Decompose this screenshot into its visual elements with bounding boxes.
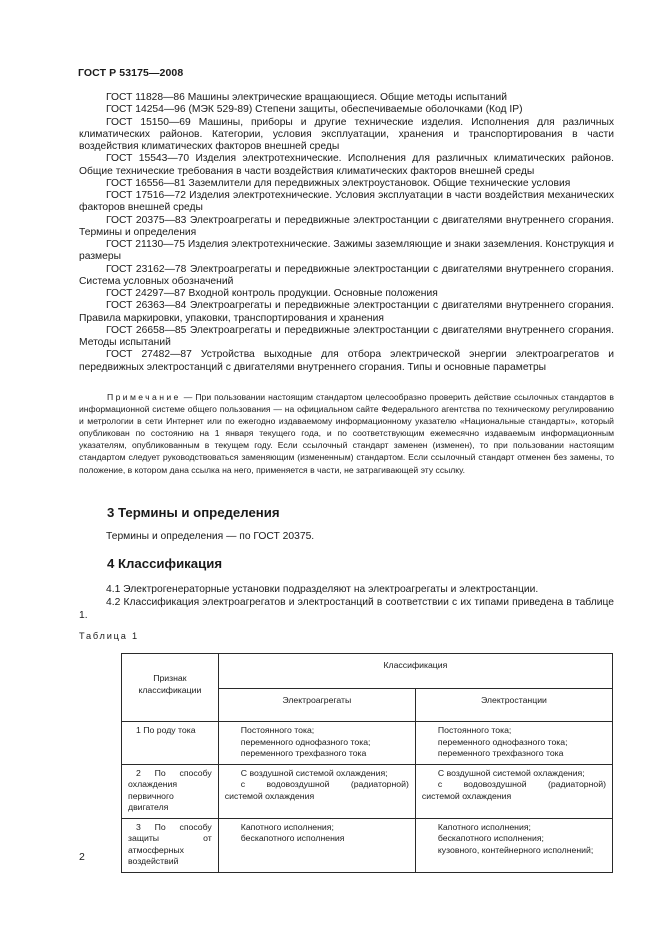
row-feature-cell [122, 764, 219, 818]
aggregates-value: Капотного исполнения; [240, 821, 334, 832]
table-row [122, 764, 613, 818]
stations-cell [415, 722, 612, 765]
stations-value: бескапотного исполнения; [437, 833, 544, 843]
reference-item: ГОСТ 23162—78 Электроагрегаты и передвижные электростанции с двигателями внутреннего сгорания. Система условных обозначений [79, 263, 614, 287]
stations-value: переменного однофазного тока; [437, 736, 568, 747]
normative-references [79, 92, 614, 374]
header-classification: Классификация [218, 654, 612, 689]
aggregates-cell [218, 764, 415, 818]
table-caption: Таблица 1 [79, 631, 139, 641]
note-text: — При пользовании настоящим стандартом целесообразно проверить действие ссылочных стандартов в информационной системе общего пользования — на официальном сайте Федерального агентства по техническому регулированию и метрологии в сети Интернет или по ежегодно издаваемому информационному указателю «Национальные стандарты», который опубликован по состоянию на 1 января текущего года, и по соответствующим ежемесячно издаваемым информационным указателям, опубликованным в текущем году. Если ссылочный стандарт заменен (изменен), то при пользовании настоящим стандартом следует руководствоваться заменяющим (измененным) стандартом. Если ссылочный стандарт отменен без замены, то положение, в котором дана ссылка на него, применяется в части, не затрагивающей эту ссылку. [79, 392, 614, 475]
reference-item: ГОСТ 24297—87 Входной контроль продукции. Основные положения [106, 288, 438, 299]
stations-value: Постоянного тока; [437, 725, 512, 735]
aggregates-value: С воздушной системой охлаждения; [240, 767, 388, 778]
reference-item: ГОСТ 21130—75 Изделия электротехнические. Зажимы заземляющие и знаки заземления. Конструкция и размеры [79, 239, 614, 263]
aggregates-value: переменного трехфазного тока [240, 748, 367, 758]
row-feature-cell [122, 818, 219, 872]
stations-cell [415, 818, 612, 872]
table-row [122, 818, 613, 872]
reference-item: ГОСТ 11828—86 Машины электрические вращающиеся. Общие методы испытаний [106, 92, 507, 103]
reference-item: ГОСТ 15150—69 Машины, приборы и другие технические изделия. Исполнения для различных климатических районов. Категории, условия эксплуатации, хранения и транспортирования в части воздействия климатических факторов внешней среды [79, 116, 614, 152]
row-feature-cell [122, 722, 219, 765]
aggregates-cell [218, 818, 415, 872]
row-feature: 3 По способу защиты от атмосферных воздействий [128, 821, 212, 866]
stations-values [416, 722, 612, 764]
reference-item: ГОСТ 27482—87 Устройства выходные для отбора электрической энергии электроагрегатов и передвижных электростанций с двигателями внутреннего сгорания. Типы и основные параметры [79, 349, 614, 373]
classification-table [121, 653, 613, 873]
section-4-body [79, 584, 614, 622]
aggregates-cell [218, 722, 415, 765]
reference-item: ГОСТ 16556—81 Заземлители для передвижных электроустановок. Общие технические условия [106, 177, 571, 189]
row-feature: 2 По способу охлаждения первичного двигателя [128, 767, 212, 812]
clause-4-2: 4.2 Классификация электроагрегатов и электростанций в соответствии с их типами приведена в таблице 1. [79, 596, 614, 621]
page-number: 2 [79, 851, 85, 863]
header-stations: Электростанции [415, 689, 612, 722]
reference-item: ГОСТ 15543—70 Изделия электротехнические. Исполнения для различных климатических районов. Общие технические требования в части воздействия климатических факторов внешней среды [79, 153, 614, 177]
note-lead: Примечание [107, 392, 181, 402]
reference-item: ГОСТ 17516—72 Изделия электротехнические. Условия эксплуатации в части воздействия механических факторов внешней среды [79, 190, 614, 214]
note-block [79, 391, 614, 476]
header-aggregates: Электроагрегаты [218, 689, 415, 722]
stations-values [416, 765, 612, 807]
stations-value: с водовоздушной (радиаторной) системой охлаждения [421, 779, 606, 801]
row-feature: 1 По роду тока [136, 725, 196, 735]
section-3-body [79, 531, 614, 544]
reference-item: ГОСТ 20375—83 Электроагрегаты и передвижные электростанции с двигателями внутреннего сгорания. Термины и определения [79, 214, 614, 238]
standard-header: ГОСТ Р 53175—2008 [78, 67, 184, 79]
aggregates-values [219, 819, 415, 849]
reference-item: ГОСТ 14254—96 (МЭК 529-89) Степени защиты, обеспечиваемые оболочками (Код IP) [106, 104, 523, 116]
stations-value: С воздушной системой охлаждения; [437, 767, 585, 778]
aggregates-values [219, 722, 415, 764]
section-3-text: Термины и определения — по ГОСТ 20375. [106, 531, 315, 542]
clause-4-1: 4.1 Электрогенераторные установки подразделяют на электроагрегаты и электростанции. [106, 584, 539, 595]
section-3-heading: 3 Термины и определения [107, 505, 280, 520]
stations-value: переменного трехфазного тока [437, 748, 564, 758]
note-paragraph [79, 391, 614, 476]
stations-value: кузовного, контейнерного исполнений; [437, 844, 594, 855]
header-feature: Признак классификации [122, 654, 219, 722]
stations-values [416, 819, 612, 861]
aggregates-value: бескапотного исполнения [240, 833, 345, 843]
stations-cell [415, 764, 612, 818]
aggregates-value: Постоянного тока; [240, 725, 315, 735]
table-row [122, 722, 613, 765]
aggregates-value: с водовоздушной (радиаторной) системой охлаждения [224, 779, 409, 801]
table-header-row [122, 654, 613, 689]
stations-value: Капотного исполнения; [437, 821, 531, 832]
reference-item: ГОСТ 26363—84 Электроагрегаты и передвижные электростанции с двигателями внутреннего сгорания. Правила маркировки, упаковки, транспортирования и хранения [79, 300, 614, 324]
reference-item: ГОСТ 26658—85 Электроагрегаты и передвижные электростанции с двигателями внутреннего сгорания. Методы испытаний [79, 324, 614, 348]
aggregates-value: переменного однофазного тока; [240, 736, 371, 747]
section-4-heading: 4 Классификация [107, 556, 223, 571]
aggregates-values [219, 765, 415, 807]
